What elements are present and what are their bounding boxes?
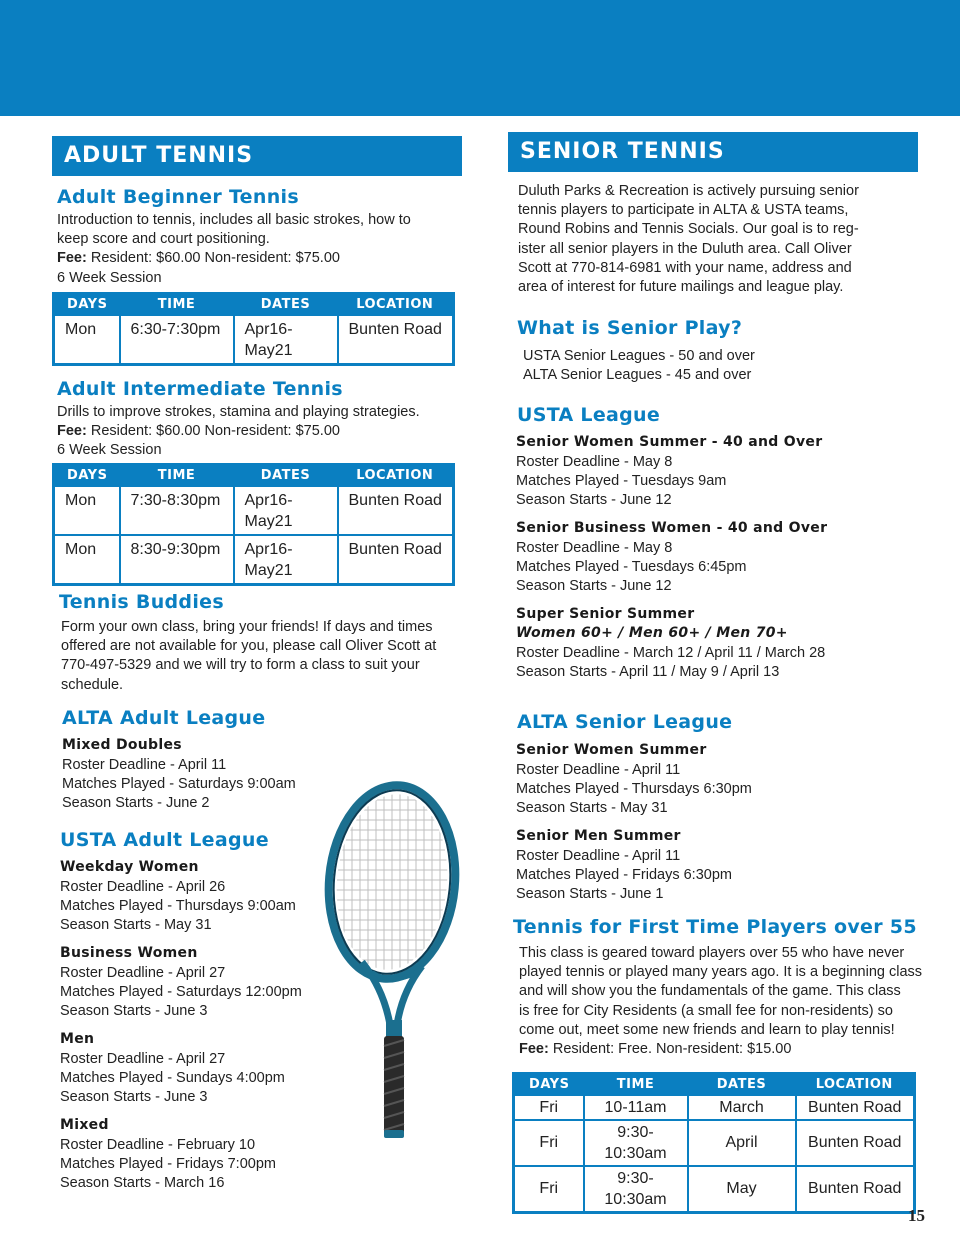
description-line: schedule. <box>61 676 124 693</box>
table-row <box>514 1120 915 1166</box>
alta-senior-league-title: ALTA Senior League <box>517 711 733 733</box>
fee-label: Fee: <box>57 423 87 440</box>
detail-line: Roster Deadline - April 11 <box>516 762 681 778</box>
men-heading: Men <box>60 1031 95 1047</box>
senior-business-women-details <box>516 539 747 597</box>
cell-time: 8:30-9:30pm <box>120 535 234 585</box>
tennis-buddies-title: Tennis Buddies <box>59 591 224 613</box>
description-line: is free for City Residents (a small fee for non-residents) so <box>519 1002 893 1019</box>
senior-play-details <box>523 347 755 385</box>
description-line: come out, meet some new friends and learn to play tennis! <box>519 1021 895 1038</box>
detail-line: Season Starts - April 11 / May 9 / April 13 <box>516 664 780 681</box>
senior-business-women-heading: Senior Business Women - 40 and Over <box>516 520 828 536</box>
super-senior-summer-heading: Super Senior Summer <box>516 606 695 622</box>
detail-line: Season Starts - June 3 <box>60 1003 208 1020</box>
first-time-players-description <box>519 944 922 1059</box>
session-length: 6 Week Session <box>57 269 162 286</box>
adult-intermediate-description <box>57 403 420 461</box>
detail-line: ALTA Senior Leagues - 45 and over <box>523 367 752 384</box>
cell-dates: May <box>688 1166 796 1213</box>
top-color-band <box>0 0 960 116</box>
header-time: TIME <box>584 1074 688 1095</box>
description-line: played tennis or played many years ago. It is a beginning class <box>519 964 923 981</box>
fee-line <box>519 1040 922 1059</box>
cell-location: Bunten Road <box>796 1166 915 1213</box>
detail-line: Season Starts - June 12 <box>516 492 672 509</box>
detail-line: Season Starts - May 31 <box>60 917 212 934</box>
detail-line: Season Starts - June 12 <box>516 578 672 595</box>
header-time: TIME <box>120 465 234 486</box>
cell-location: Bunten Road <box>796 1120 915 1166</box>
detail-line: Matches Played - Saturdays 9:00am <box>62 776 296 793</box>
senior-women-summer-details <box>516 453 726 511</box>
senior-intro <box>518 182 859 297</box>
header-dates: DATES <box>234 294 338 315</box>
intermediate-schedule-table <box>52 463 455 586</box>
description-line: offered are not available for you, please call Oliver Scott at <box>61 638 437 655</box>
detail-line: Matches Played - Thursdays 9:00am <box>60 898 296 915</box>
detail-line: Roster Deadline - May 8 <box>516 540 673 556</box>
mixed-doubles-heading: Mixed Doubles <box>62 737 182 753</box>
detail-line: Matches Played - Sundays 4:00pm <box>60 1070 285 1087</box>
table-header-row <box>514 1074 915 1095</box>
detail-line: Season Starts - June 2 <box>62 795 210 812</box>
cell-time: 10-11am <box>584 1095 688 1120</box>
detail-line: Matches Played - Thursdays 6:30pm <box>516 781 752 798</box>
alta-senior-women-details <box>516 761 752 819</box>
description-line: Introduction to tennis, includes all basic strokes, how to <box>57 212 411 228</box>
adult-tennis-heading: ADULT TENNIS <box>64 143 254 168</box>
fee-value: Resident: Free. Non-resident: $15.00 <box>548 1041 792 1058</box>
header-dates: DATES <box>688 1074 796 1095</box>
weekday-women-details <box>60 878 296 936</box>
date-end: May21 <box>244 512 293 530</box>
detail-line: Matches Played - Saturdays 12:00pm <box>60 984 302 1001</box>
intro-line: Scott at 770-814-6981 with your name, address and <box>518 259 852 276</box>
table-row <box>54 486 454 535</box>
cell-location: Bunten Road <box>338 315 454 365</box>
cell-dates <box>234 535 338 585</box>
detail-line: Season Starts - May 31 <box>516 800 668 817</box>
adult-beginner-title: Adult Beginner Tennis <box>57 186 299 208</box>
date-start: Apr16- <box>244 320 293 338</box>
table-header-row <box>54 465 454 486</box>
cell-day: Fri <box>514 1166 584 1213</box>
alta-senior-men-details <box>516 847 732 905</box>
detail-line: Roster Deadline - April 27 <box>60 1051 226 1067</box>
fee-label: Fee: <box>519 1041 549 1058</box>
page-number: 15 <box>908 1206 925 1225</box>
table-row <box>54 315 454 365</box>
detail-line: Season Starts - March 16 <box>60 1175 225 1192</box>
tennis-buddies-description <box>61 618 436 695</box>
detail-line: Matches Played - Fridays 6:30pm <box>516 867 732 884</box>
cell-day: Mon <box>54 486 120 535</box>
tennis-racket-illustration <box>322 780 462 1145</box>
mixed-heading: Mixed <box>60 1117 109 1133</box>
fee-line <box>57 422 420 441</box>
header-days: DAYS <box>514 1074 584 1095</box>
date-end: May21 <box>244 561 293 579</box>
detail-line: USTA Senior Leagues - 50 and over <box>523 348 755 364</box>
cell-dates <box>234 315 338 365</box>
first-time-players-title: Tennis for First Time Players over 55 <box>513 916 917 938</box>
cell-time: 9:30-10:30am <box>584 1120 688 1166</box>
detail-line: Roster Deadline - April 27 <box>60 965 226 981</box>
business-women-heading: Business Women <box>60 945 198 961</box>
adult-tennis-banner <box>52 136 462 176</box>
description-line: Form your own class, bring your friends! If days and times <box>61 619 433 635</box>
detail-line: Roster Deadline - March 12 / April 11 / March 28 <box>516 645 826 661</box>
intro-line: ister all senior players in the Duluth area. Call Oliver <box>518 240 852 257</box>
cell-day: Fri <box>514 1095 584 1120</box>
cell-location: Bunten Road <box>338 486 454 535</box>
header-time: TIME <box>120 294 234 315</box>
cell-location: Bunten Road <box>338 535 454 585</box>
alta-adult-league-title: ALTA Adult League <box>62 707 266 729</box>
detail-line: Season Starts - June 1 <box>516 886 664 903</box>
table-row <box>54 535 454 585</box>
detail-line: Roster Deadline - May 8 <box>516 454 673 470</box>
detail-line: Matches Played - Tuesdays 6:45pm <box>516 559 747 576</box>
detail-line: Matches Played - Tuesdays 9am <box>516 473 727 490</box>
description-line: and will show you the fundamentals of the game. This class <box>519 983 901 1000</box>
detail-line: Matches Played - Fridays 7:00pm <box>60 1156 276 1173</box>
header-location: LOCATION <box>796 1074 915 1095</box>
cell-dates: April <box>688 1120 796 1166</box>
header-location: LOCATION <box>338 294 454 315</box>
senior-women-summer-heading: Senior Women Summer - 40 and Over <box>516 434 823 450</box>
senior-tennis-banner <box>508 132 918 172</box>
what-is-senior-play-title: What is Senior Play? <box>517 317 743 339</box>
header-days: DAYS <box>54 465 120 486</box>
cell-time: 6:30-7:30pm <box>120 315 234 365</box>
men-details <box>60 1050 285 1108</box>
intro-line: tennis players to participate in ALTA & USTA teams, <box>518 202 849 219</box>
alta-senior-men-heading: Senior Men Summer <box>516 828 681 844</box>
cell-location: Bunten Road <box>796 1095 915 1120</box>
table-row <box>514 1095 915 1120</box>
table-header-row <box>54 294 454 315</box>
cell-dates <box>234 486 338 535</box>
super-senior-divisions: Women 60+ / Men 60+ / Men 70+ <box>516 625 788 641</box>
detail-line: Roster Deadline - April 11 <box>62 757 227 773</box>
date-start: Apr16- <box>244 540 293 558</box>
detail-line: Season Starts - June 3 <box>60 1089 208 1106</box>
session-length: 6 Week Session <box>57 442 162 459</box>
table-row <box>514 1166 915 1213</box>
mixed-details <box>60 1136 276 1194</box>
detail-line: Roster Deadline - April 11 <box>516 848 681 864</box>
fee-value: Resident: $60.00 Non-resident: $75.00 <box>86 423 340 440</box>
description-line: keep score and court positioning. <box>57 231 270 248</box>
header-dates: DATES <box>234 465 338 486</box>
first-time-schedule-table <box>512 1072 916 1214</box>
description-line: This class is geared toward players over 55 who have never <box>519 945 905 961</box>
usta-league-title: USTA League <box>517 404 661 426</box>
cell-day: Mon <box>54 535 120 585</box>
intro-line: Duluth Parks & Recreation is actively pursuing senior <box>518 183 859 199</box>
header-location: LOCATION <box>338 465 454 486</box>
intro-line: Round Robins and Tennis Socials. Our goal is to reg- <box>518 221 859 238</box>
intro-line: area of interest for future mailings and league play. <box>518 279 844 296</box>
mixed-doubles-details <box>62 756 296 814</box>
cell-dates: March <box>688 1095 796 1120</box>
adult-beginner-description <box>57 211 411 288</box>
fee-label: Fee: <box>57 250 87 267</box>
fee-line <box>57 249 411 268</box>
header-days: DAYS <box>54 294 120 315</box>
cell-day: Mon <box>54 315 120 365</box>
description-line: Drills to improve strokes, stamina and playing strategies. <box>57 404 420 420</box>
detail-line: Roster Deadline - February 10 <box>60 1137 256 1153</box>
business-women-details <box>60 964 302 1022</box>
alta-senior-women-heading: Senior Women Summer <box>516 742 707 758</box>
adult-intermediate-title: Adult Intermediate Tennis <box>57 378 343 400</box>
date-end: May21 <box>244 341 293 359</box>
fee-value: Resident: $60.00 Non-resident: $75.00 <box>86 250 340 267</box>
cell-day: Fri <box>514 1120 584 1166</box>
description-line: 770-497-5329 and we will try to form a class to suit your <box>61 657 420 674</box>
beginner-schedule-table <box>52 292 455 366</box>
senior-tennis-heading: SENIOR TENNIS <box>520 139 725 164</box>
usta-adult-league-title: USTA Adult League <box>60 829 269 851</box>
cell-time: 7:30-8:30pm <box>120 486 234 535</box>
date-start: Apr16- <box>244 491 293 509</box>
super-senior-details <box>516 644 825 682</box>
weekday-women-heading: Weekday Women <box>60 859 199 875</box>
detail-line: Roster Deadline - April 26 <box>60 879 226 895</box>
cell-time: 9:30-10:30am <box>584 1166 688 1213</box>
